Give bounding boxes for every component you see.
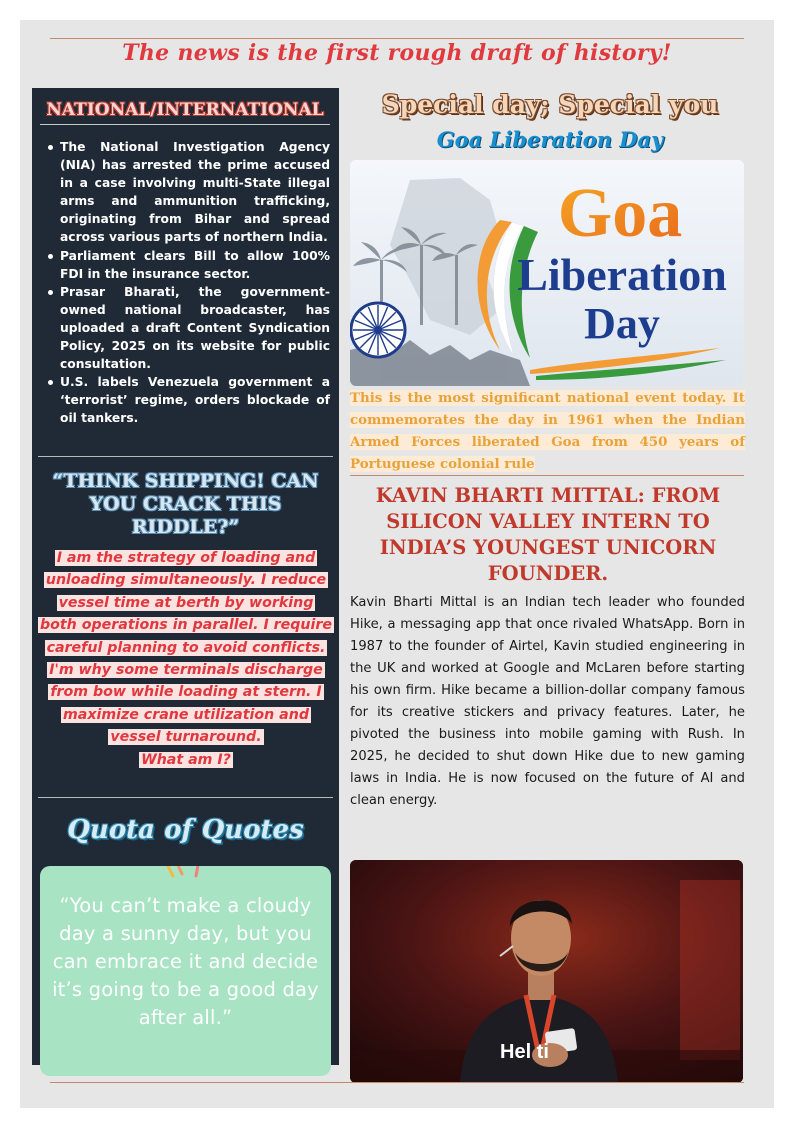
top-rule xyxy=(50,38,744,39)
speaker-photo xyxy=(350,860,743,1083)
newsletter-page xyxy=(20,20,774,1108)
speaker-illustration xyxy=(350,860,743,1083)
riddle-text xyxy=(38,547,334,771)
story-body: Kavin Bharti Mittal is an Indian tech leader who founded Hike, a messaging app that once rivaled WhatsApp. Born in 1987 to the founder of Airtel, Kavin studied engineering in the UK and worked at Google and McLaren before starting his own firm. Hike became a billion-dollar company famous for its creative stickers and privacy features. Later, he pivoted the business into mobile gaming with Rush. In 2025, he decided to shut down Hike due to new gaming laws in India. He is now focused on the future of AI and clean energy. xyxy=(350,595,745,808)
goa-liberation-banner xyxy=(350,160,744,386)
goa-banner-illustration xyxy=(350,160,744,386)
news-list xyxy=(44,138,330,428)
goa-caption xyxy=(350,387,745,475)
riddle-body: I am the strategy of loading and unloading simultaneously. I reduce vessel time at berth by working both operations in parallel. I require careful planning to avoid conflicts. I'm why some terminals discharge from bow while loading at stern. I maximize crane utilization and vessel turnaround. xyxy=(40,550,333,746)
list-item: U.S. labels Venezuela government a ‘terrorist’ regime, orders blockade of oil tankers. xyxy=(44,373,330,427)
banner-liberation-text: Liberation xyxy=(517,249,727,300)
banner-goa-text: Goa xyxy=(557,175,683,252)
quotes-heading: Quota of Quotes xyxy=(67,815,304,845)
quote-text: “You can’t make a cloudy day a sunny day, but you can embrace it and decide it’s going to be a good day after all.” xyxy=(52,894,319,1029)
banner-day-text: Day xyxy=(584,299,660,348)
section-divider xyxy=(350,475,744,476)
section-divider xyxy=(38,456,333,457)
special-day-heading: Special day; Special you xyxy=(381,90,719,119)
story-title: KAVIN BHARTI MITTAL: FROM SILICON VALLEY INTERN TO INDIA’S YOUNGEST UNICORN FOUNDER. xyxy=(375,484,721,585)
list-item: Prasar Bharati, the government-owned national broadcaster, has uploaded a draft Content Syndication Policy, 2025 on its website for public consultation. xyxy=(44,283,330,373)
section-divider xyxy=(38,797,333,798)
sparkle-icon xyxy=(160,866,220,878)
list-item: The National Investigation Agency (NIA) has arrested the prime accused in a case involving multi-State illegal arms and ammunition trafficking, originating from Bihar and spread across various parts of northern India. xyxy=(44,138,330,247)
quote-card xyxy=(40,866,331,1076)
list-item: Parliament clears Bill to allow 100% FDI in the insurance sector. xyxy=(44,247,330,283)
ashoka-chakra-icon xyxy=(351,303,405,357)
shirt-text: Hel ti xyxy=(500,1041,549,1063)
goa-caption-text: This is the most significant national event today. It commemorates the day in 1961 when the Indian Armed Forces liberated Goa from 450 years of Portuguese colonial rule xyxy=(350,390,745,472)
special-day-subheading: Goa Liberation Day xyxy=(436,127,664,152)
riddle-question: What am I? xyxy=(141,751,231,768)
riddle-heading: “THINK SHIPPING! CAN YOU CRACK THIS RIDDLE?” xyxy=(52,470,319,538)
national-heading: NATIONAL/INTERNATIONAL xyxy=(40,100,330,125)
bottom-rule xyxy=(50,1082,744,1083)
left-column xyxy=(32,88,339,1065)
tagline: The news is the first rough draft of history! xyxy=(122,40,672,66)
